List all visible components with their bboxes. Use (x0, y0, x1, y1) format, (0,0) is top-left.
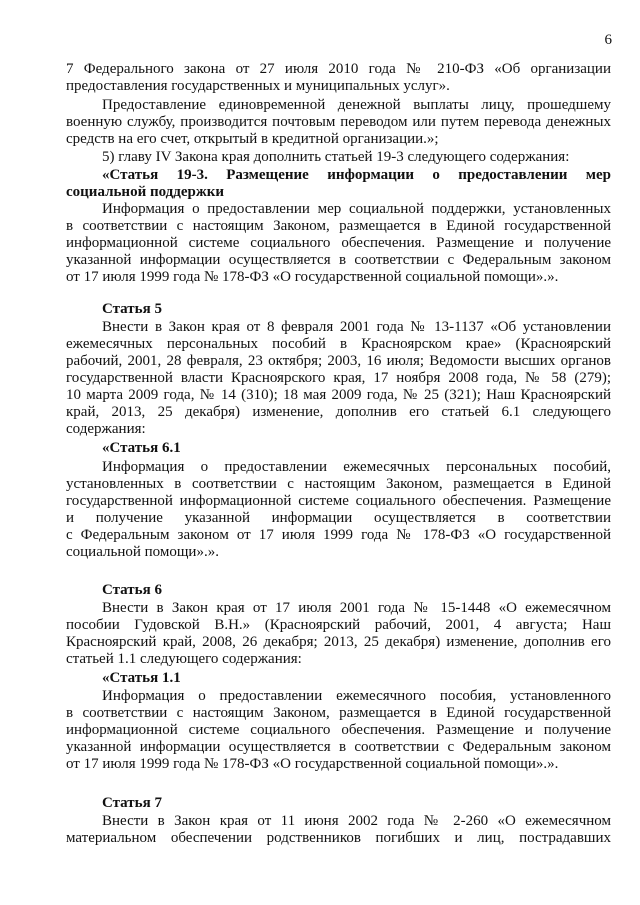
text-line: государственной информационной системе социального обеспечения. Размещение (66, 493, 611, 509)
text-line: 5) главу IV Закона края дополнить статьей 19-3 следующего содержания: (102, 149, 570, 165)
text-line: Предоставление единовременной денежной выплаты лицу, прошедшему (102, 97, 611, 113)
article-19-3-body (66, 201, 611, 286)
page-number: 6 (604, 32, 612, 48)
article-6-1-heading (66, 440, 611, 457)
text-line: ежемесячных персональных пособий в Красноярском крае» (Красноярский (66, 336, 611, 352)
text-line: Внести в Закон края от 11 июня 2002 года № 2-260 «О ежемесячном (102, 813, 611, 829)
article-6-body (66, 600, 611, 668)
text-line: рабочий, 2001, 28 февраля, 23 октября; 2003, 16 июля; Ведомости высших органов (66, 353, 611, 369)
text-line: Внести в Закон края от 17 июля 2001 года № 15-1448 «О ежемесячном (102, 600, 611, 616)
article-5-heading (66, 301, 611, 318)
text-line: 7 Федерального закона от 27 июля 2010 года № 210-ФЗ «Об организации (66, 61, 611, 77)
article-7-heading (66, 795, 611, 812)
text-line: от 17 июля 1999 года № 178-ФЗ «О государственной социальной помощи».». (66, 756, 559, 772)
text-line: государственной власти Красноярского края, 17 ноября 2008 года, № 58 (279); (66, 370, 611, 386)
text-line: в соответствии с настоящим Законом, размещается в Единой государственной (66, 218, 611, 234)
text-line: содержания: (66, 421, 146, 437)
text-line: и получение указанной информации осуществляется в соответствии (66, 510, 611, 526)
text-line: Статья 7 (102, 795, 162, 811)
text-line: установленных в соответствии с настоящим Законом, размещается в Единой (66, 476, 611, 492)
text-line: информационной системе социального обеспечения. Размещение и получение (66, 722, 611, 738)
text-line: средств на его счет, открытый в кредитной организации.»; (66, 131, 439, 147)
text-line: Информация о предоставлении мер социальной поддержки, установленных (102, 201, 611, 217)
article-1-1-body (66, 688, 611, 773)
text-line: Информация о предоставлении ежемесячного пособия, установленного (102, 688, 611, 704)
text-line: Внести в Закон края от 8 февраля 2001 года № 13-1137 «Об установлении (102, 319, 611, 335)
article-1-1-heading (66, 670, 611, 687)
article-6-heading (66, 582, 611, 599)
text-line: пособии Гудовской В.Н.» (Красноярский рабочий, 2001, 4 августа; Наш (66, 617, 611, 633)
article-19-3-heading (66, 167, 611, 201)
article-6-1-body (66, 459, 611, 561)
paragraph-fz210-tail (66, 61, 611, 95)
text-line: 10 марта 2009 года, № 14 (310); 18 мая 2009 года, № 25 (321); Наш Красноярский (66, 387, 611, 403)
text-line: социальной помощи».». (66, 544, 219, 560)
text-line: Информация о предоставлении ежемесячных персональных пособий, (102, 459, 611, 475)
text-line: военную службу, производится почтовым переводом или путем перевода денежных (66, 114, 611, 130)
text-line: указанной информации осуществляется в соответствии с Федеральным законом (66, 739, 611, 755)
text-line: «Статья 19-3. Размещение информации о предоставлении мер (102, 167, 611, 183)
text-line: материальном обеспечении родственников погибших и лиц, пострадавших (66, 830, 611, 846)
text-line: с Федеральным законом от 17 июля 1999 года № 178-ФЗ «О государственной (66, 527, 611, 543)
article-7-body (66, 813, 611, 847)
article-5-body (66, 319, 611, 438)
text-line: статьей 1.1 следующего содержания: (66, 651, 302, 667)
text-line: социальной поддержки (66, 184, 225, 200)
text-line: информационной системе социального обеспечения. Размещение и получение (66, 235, 611, 251)
text-line: в соответствии с настоящим Законом, размещается в Единой государственной (66, 705, 611, 721)
text-line: Красноярский край, 2008, 26 декабря; 2013, 25 декабря) изменение, дополнив его (66, 634, 611, 650)
paragraph-item-5 (66, 149, 611, 166)
text-line: Статья 6 (102, 582, 162, 598)
paragraph-payment-method (66, 97, 611, 148)
text-line: край, 2013, 25 декабря) изменение, дополнив его статьей 6.1 следующего (66, 404, 611, 420)
text-line: от 17 июля 1999 года № 178-ФЗ «О государственной социальной помощи».». (66, 269, 559, 285)
text-line: указанной информации осуществляется в соответствии с Федеральным законом (66, 252, 611, 268)
text-line: «Статья 6.1 (102, 440, 181, 456)
text-line: Статья 5 (102, 301, 162, 317)
text-line: предоставления государственных и муниципальных услуг». (66, 78, 450, 94)
text-line: «Статья 1.1 (102, 670, 181, 686)
